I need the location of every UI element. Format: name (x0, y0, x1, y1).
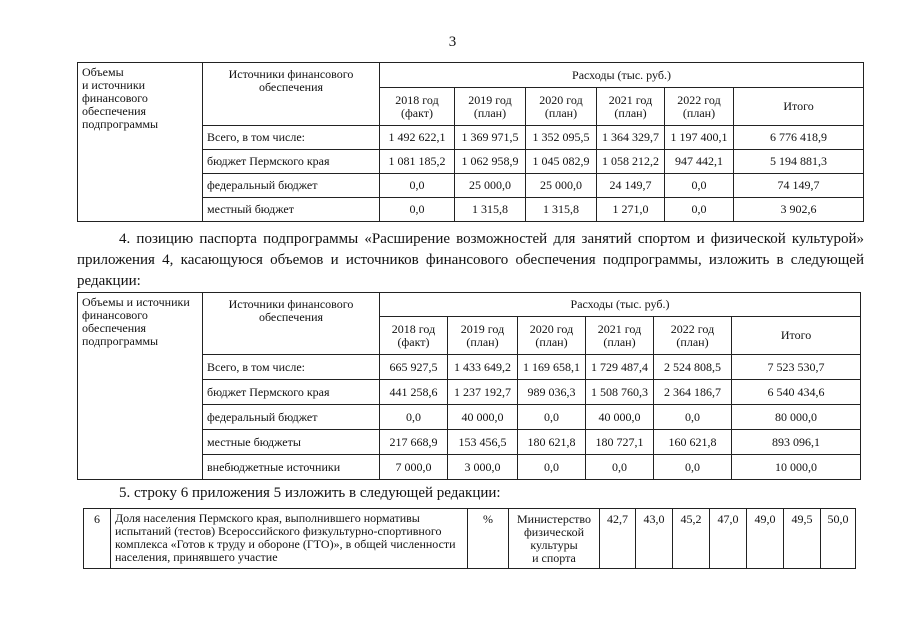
cell-value: 947 442,1 (665, 150, 734, 174)
cell-value: 25 000,0 (526, 174, 597, 198)
cell-value: 153 456,5 (448, 430, 518, 455)
cell-value: 1 197 400,1 (665, 126, 734, 150)
table-row (84, 509, 856, 569)
cell-value: 40 000,0 (448, 405, 518, 430)
cell-value: 0,0 (665, 198, 734, 222)
cell-value: 0,0 (518, 455, 586, 480)
table2-year-header: 2018 год (факт) (380, 317, 448, 355)
table2-year-header: 2019 год (план) (448, 317, 518, 355)
cell-value: 1 315,8 (455, 198, 526, 222)
cell-value: 665 927,5 (380, 355, 448, 380)
table1-expenses-header: Расходы (тыс. руб.) (380, 63, 864, 88)
cell-value: 1 369 971,5 (455, 126, 526, 150)
table1-total-header: Итого (734, 88, 864, 126)
table1-label: Объемы и источники финансового обеспечения подпрограммы (78, 63, 203, 222)
indicator-description: Доля населения Пермского края, выполнившего нормативы испытаний (тестов) Всероссийского физкультурно-спортивного комплекса «Готов к труду и обороне (ГТО)», в общей численности населения, принявшего участие (111, 509, 468, 569)
cell-value: 1 169 658,1 (518, 355, 586, 380)
cell-value: 1 271,0 (597, 198, 665, 222)
cell-value: 3 000,0 (448, 455, 518, 480)
table2-total-header: Итого (732, 317, 861, 355)
financing-table-2 (77, 292, 861, 480)
unit: % (468, 509, 509, 569)
cell-value: 0,0 (380, 174, 455, 198)
row-label: Всего, в том числе: (203, 355, 380, 380)
cell-value: 1 433 649,2 (448, 355, 518, 380)
indicator-value: 49,5 (784, 509, 821, 569)
table2-year-header: 2020 год (план) (518, 317, 586, 355)
cell-value: 3 902,6 (734, 198, 864, 222)
cell-value: 24 149,7 (597, 174, 665, 198)
table1-year-header: 2019 год (план) (455, 88, 526, 126)
cell-value: 160 621,8 (654, 430, 732, 455)
cell-value: 180 727,1 (586, 430, 654, 455)
row-label: местные бюджеты (203, 430, 380, 455)
table2-year-header: 2022 год (план) (654, 317, 732, 355)
row-label: Всего, в том числе: (203, 126, 380, 150)
cell-value: 0,0 (518, 405, 586, 430)
cell-value: 1 081 185,2 (380, 150, 455, 174)
cell-value: 10 000,0 (732, 455, 861, 480)
table1-sources-header: Источники финансового обеспечения (203, 63, 380, 126)
indicator-value: 42,7 (600, 509, 636, 569)
cell-value: 25 000,0 (455, 174, 526, 198)
paragraph-4: 4. позицию паспорта подпрограммы «Расширение возможностей для занятий спортом и физической культурой» приложения 4, касающуюся объемов и источников финансового обеспечения подпрограммы, изложить в следующей редакции: (77, 231, 864, 289)
responsible-ministry: Министерство физической культуры и спорта (509, 509, 600, 569)
cell-value: 0,0 (665, 174, 734, 198)
row-label: бюджет Пермского края (203, 150, 380, 174)
page-number: 3 (448, 34, 457, 50)
cell-value: 1 315,8 (526, 198, 597, 222)
row-label: федеральный бюджет (203, 174, 380, 198)
table2-expenses-header: Расходы (тыс. руб.) (380, 293, 861, 317)
cell-value: 893 096,1 (732, 430, 861, 455)
financing-table-1 (77, 62, 864, 222)
cell-value: 0,0 (654, 455, 732, 480)
cell-value: 74 149,7 (734, 174, 864, 198)
cell-value: 0,0 (380, 405, 448, 430)
cell-value: 1 045 082,9 (526, 150, 597, 174)
cell-value: 1 058 212,2 (597, 150, 665, 174)
cell-value: 6 540 434,6 (732, 380, 861, 405)
cell-value: 217 668,9 (380, 430, 448, 455)
paragraph-5: 5. строку 6 приложения 5 изложить в следующей редакции: (119, 485, 501, 501)
cell-value: 441 258,6 (380, 380, 448, 405)
table2-year-header: 2021 год (план) (586, 317, 654, 355)
table1-year-header: 2022 год (план) (665, 88, 734, 126)
indicator-value: 49,0 (747, 509, 784, 569)
indicator-value: 43,0 (636, 509, 673, 569)
row-label: внебюджетные источники (203, 455, 380, 480)
cell-value: 1 352 095,5 (526, 126, 597, 150)
row6-table (83, 508, 856, 569)
cell-value: 0,0 (380, 198, 455, 222)
cell-value: 180 621,8 (518, 430, 586, 455)
cell-value: 1 729 487,4 (586, 355, 654, 380)
cell-value: 1 492 622,1 (380, 126, 455, 150)
cell-value: 40 000,0 (586, 405, 654, 430)
cell-value: 5 194 881,3 (734, 150, 864, 174)
indicator-value: 47,0 (710, 509, 747, 569)
row-label: бюджет Пермского края (203, 380, 380, 405)
table1-year-header: 2018 год (факт) (380, 88, 455, 126)
cell-value: 1 508 760,3 (586, 380, 654, 405)
table1-year-header: 2021 год (план) (597, 88, 665, 126)
cell-value: 2 524 808,5 (654, 355, 732, 380)
row-number: 6 (84, 509, 111, 569)
cell-value: 7 000,0 (380, 455, 448, 480)
cell-value: 989 036,3 (518, 380, 586, 405)
row-label: федеральный бюджет (203, 405, 380, 430)
cell-value: 1 062 958,9 (455, 150, 526, 174)
cell-value: 0,0 (654, 405, 732, 430)
cell-value: 1 364 329,7 (597, 126, 665, 150)
cell-value: 0,0 (586, 455, 654, 480)
table2-sources-header: Источники финансового обеспечения (203, 293, 380, 355)
table1-year-header: 2020 год (план) (526, 88, 597, 126)
cell-value: 7 523 530,7 (732, 355, 861, 380)
indicator-value: 45,2 (673, 509, 710, 569)
cell-value: 1 237 192,7 (448, 380, 518, 405)
row-label: местный бюджет (203, 198, 380, 222)
cell-value: 2 364 186,7 (654, 380, 732, 405)
cell-value: 80 000,0 (732, 405, 861, 430)
indicator-value: 50,0 (821, 509, 856, 569)
table2-label: Объемы и источники финансового обеспечения подпрограммы (78, 293, 203, 480)
cell-value: 6 776 418,9 (734, 126, 864, 150)
